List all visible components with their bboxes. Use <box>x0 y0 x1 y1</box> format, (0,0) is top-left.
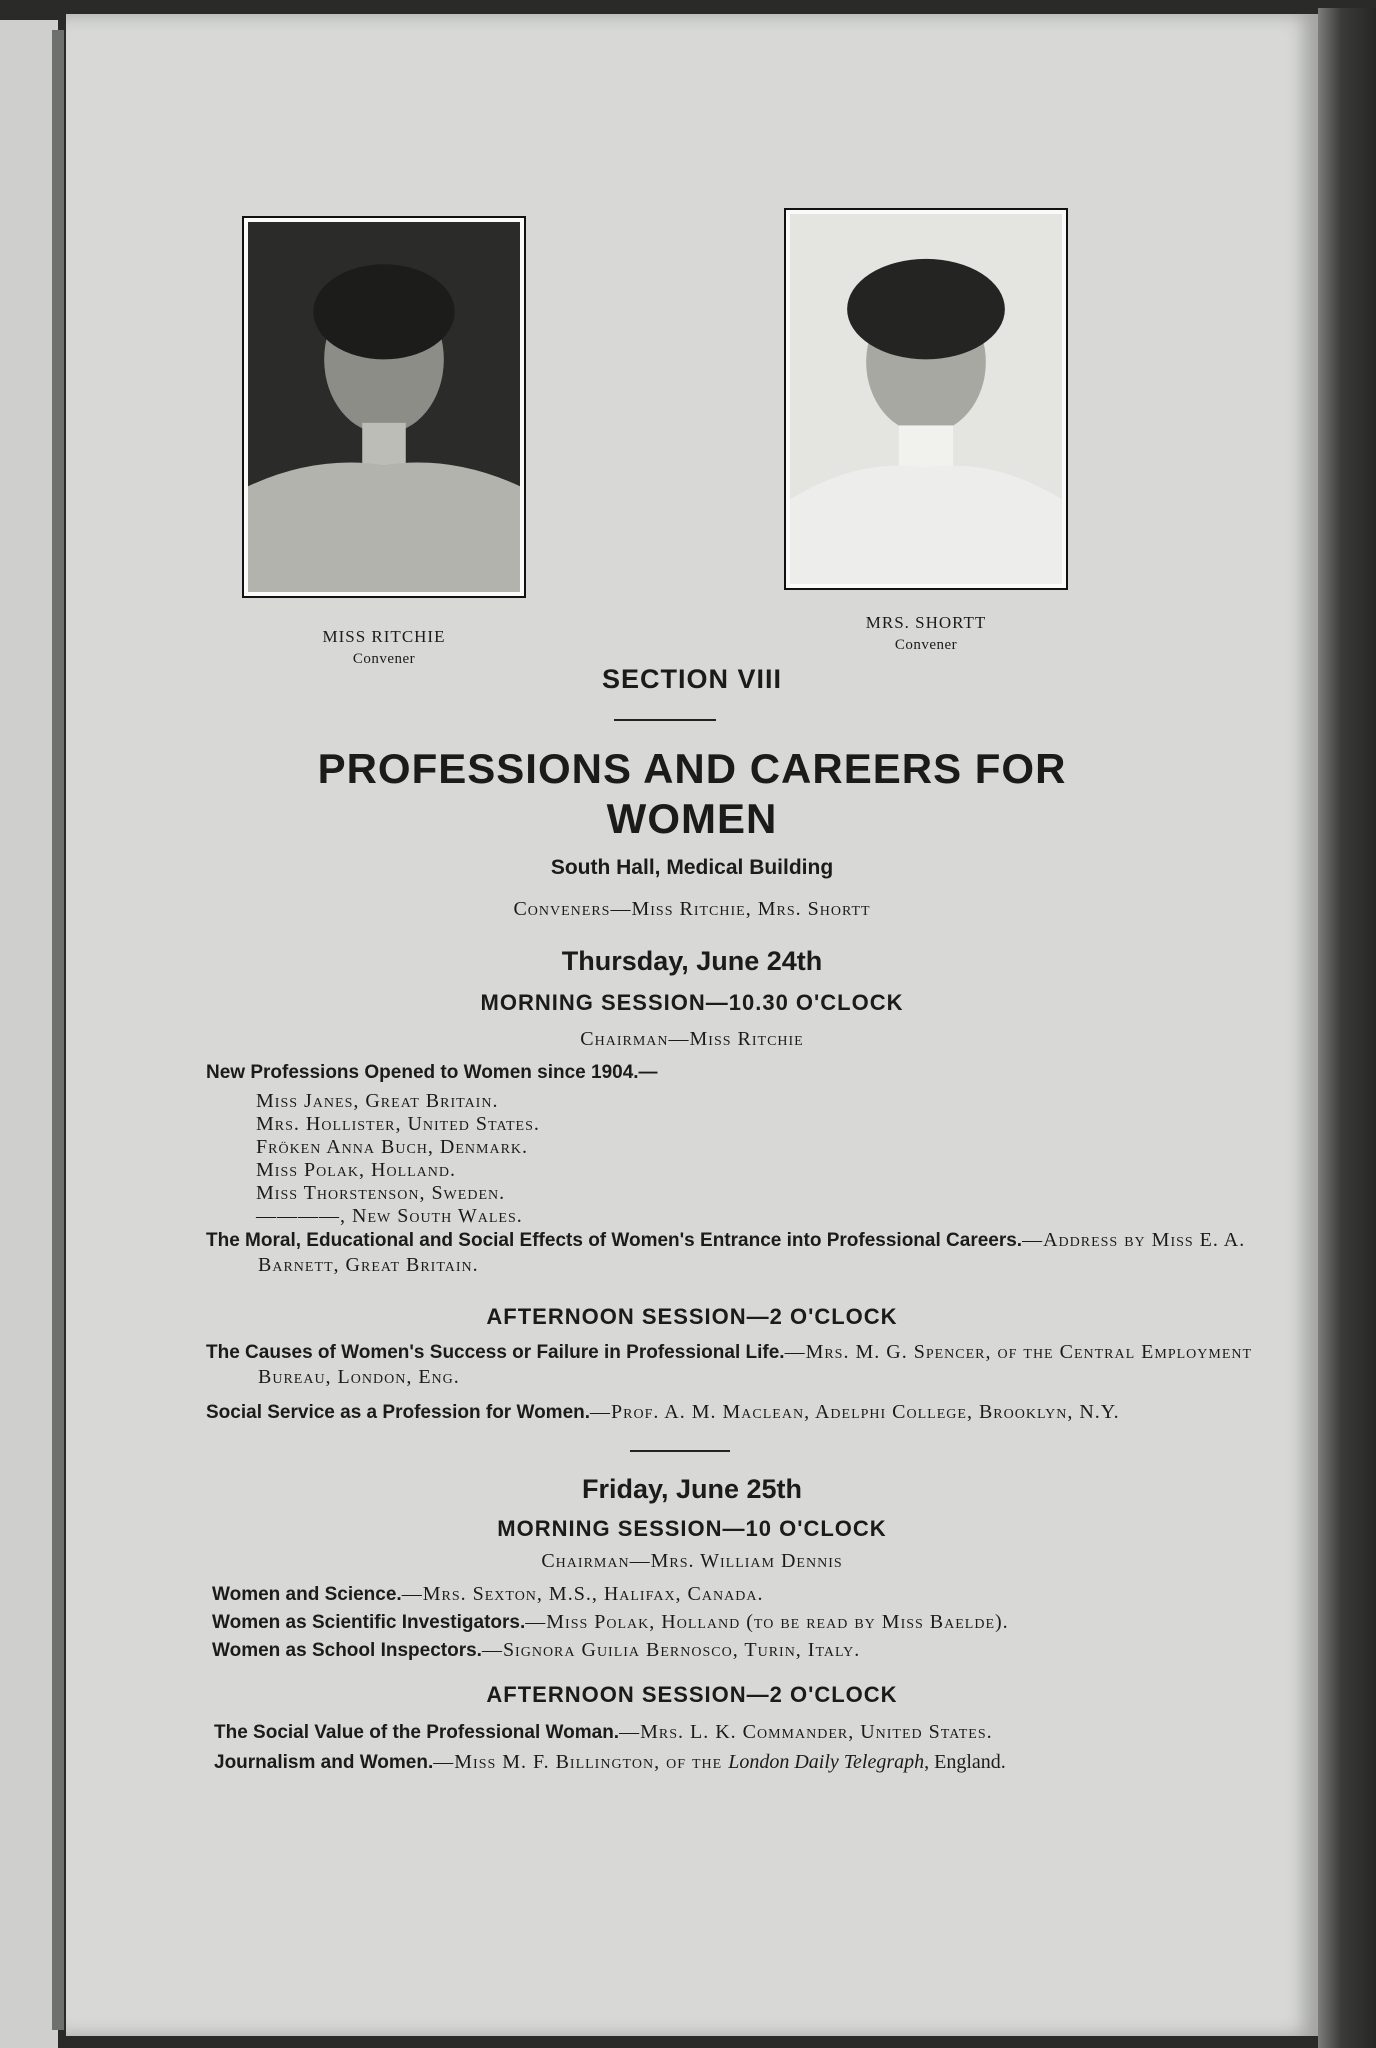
portrait-shortt-role: Convener <box>894 637 958 653</box>
day2-date: Friday, June 25th <box>581 1474 803 1504</box>
title-rule <box>614 719 716 721</box>
day1-item-3 <box>206 1340 1268 1390</box>
day2-item-3-title: Women as School Inspectors. <box>212 1640 482 1661</box>
day2-item-4-title: The Social Value of the Professional Woman. <box>214 1722 620 1743</box>
section-label: SECTION VIII <box>601 664 783 694</box>
facing-page-edge <box>0 20 58 2048</box>
speaker: Mrs. Hollister, United States. <box>256 1113 540 1135</box>
portrait-ritchie-name: MISS RITCHIE <box>322 627 446 646</box>
day1-item-1 <box>206 1060 1216 1085</box>
day2-item-5-title: Journalism and Women. <box>214 1752 434 1773</box>
day1-morning-heading: MORNING SESSION—10.30 O'CLOCK <box>480 990 904 1015</box>
day-divider-rule <box>630 1450 730 1452</box>
day2-item-5-publication: London Daily Telegraph <box>728 1751 925 1773</box>
day1-date: Thursday, June 24th <box>561 946 823 976</box>
day2-item-5-speaker: —Miss M. F. Billington, of the <box>433 1751 729 1773</box>
speaker: Miss Polak, Holland. <box>256 1159 457 1181</box>
page-title-line-1: PROFESSIONS AND CAREERS FOR <box>317 745 1067 792</box>
day1-item-2-speaker: —Address by Miss E. A. Barnett, Great Britain. <box>258 1229 1246 1276</box>
day1-item-3-speaker: —Mrs. M. G. Spencer, of the Central Employment Bureau, London, Eng. <box>258 1341 1253 1388</box>
speaker: ————, New South Wales. <box>256 1205 523 1227</box>
day2-item-4-speaker: —Mrs. L. K. Commander, United States. <box>619 1721 993 1743</box>
day1-item-2-title: The Moral, Educational and Social Effects of Women's Entrance into Professional Careers. <box>206 1230 1023 1251</box>
day2-item-1-speaker: —Mrs. Sexton, M.S., Halifax, Canada. <box>401 1583 764 1605</box>
day2-item-2 <box>212 1610 1222 1635</box>
day2-item-2-speaker: —Miss Polak, Holland (to be read by Miss Baelde). <box>525 1611 1009 1633</box>
day2-item-3 <box>212 1638 1222 1663</box>
portrait-ritchie <box>242 216 526 598</box>
day2-item-1-title: Women and Science. <box>212 1584 402 1605</box>
speaker: Miss Janes, Great Britain. <box>256 1090 499 1112</box>
portrait-shortt <box>784 208 1068 590</box>
day2-chairman: Chairman—Mrs. William Dennis <box>541 1550 843 1572</box>
day1-item-4-speaker: —Prof. A. M. Maclean, Adelphi College, Brooklyn, N.Y. <box>590 1401 1120 1423</box>
program-page <box>66 14 1318 2036</box>
speaker: Fröken Anna Buch, Denmark. <box>256 1136 529 1158</box>
day1-item-4-title: Social Service as a Profession for Women. <box>206 1402 591 1423</box>
day2-item-5 <box>214 1750 1276 1775</box>
portrait-ritchie-role: Convener <box>352 651 416 667</box>
day1-item-1-title: New Professions Opened to Women since 1904.— <box>206 1062 658 1083</box>
day1-item-2 <box>206 1228 1268 1278</box>
venue: South Hall, Medical Building <box>550 856 834 879</box>
page-stack-edge <box>1318 8 1376 2048</box>
day1-item-1-speakers <box>256 1090 540 1228</box>
book-gutter <box>52 30 64 2030</box>
day2-morning-heading: MORNING SESSION—10 O'CLOCK <box>497 1516 887 1541</box>
portrait-shortt-name: MRS. SHORTT <box>865 613 987 632</box>
conveners: Conveners—Miss Ritchie, Mrs. Shortt <box>513 898 871 920</box>
day2-item-3-speaker: —Signora Guilia Bernosco, Turin, Italy. <box>481 1639 861 1661</box>
page-title <box>66 744 1318 844</box>
day2-item-4 <box>214 1720 1224 1745</box>
day1-item-3-title: The Causes of Women's Success or Failure in Professional Life. <box>206 1342 785 1363</box>
day2-afternoon-heading: AFTERNOON SESSION—2 O'CLOCK <box>486 1682 898 1707</box>
speaker: Miss Thorstenson, Sweden. <box>256 1182 506 1204</box>
day2-item-1 <box>212 1582 1222 1607</box>
day1-chairman: Chairman—Miss Ritchie <box>580 1028 804 1050</box>
day2-item-5-end: , England. <box>924 1751 1006 1773</box>
day2-item-2-title: Women as Scientific Investigators. <box>212 1612 526 1633</box>
page-title-line-2: WOMEN <box>606 795 778 842</box>
portrait-shortt-caption <box>784 612 1068 656</box>
day1-afternoon-heading: AFTERNOON SESSION—2 O'CLOCK <box>486 1304 898 1329</box>
day1-item-4 <box>206 1400 1268 1425</box>
